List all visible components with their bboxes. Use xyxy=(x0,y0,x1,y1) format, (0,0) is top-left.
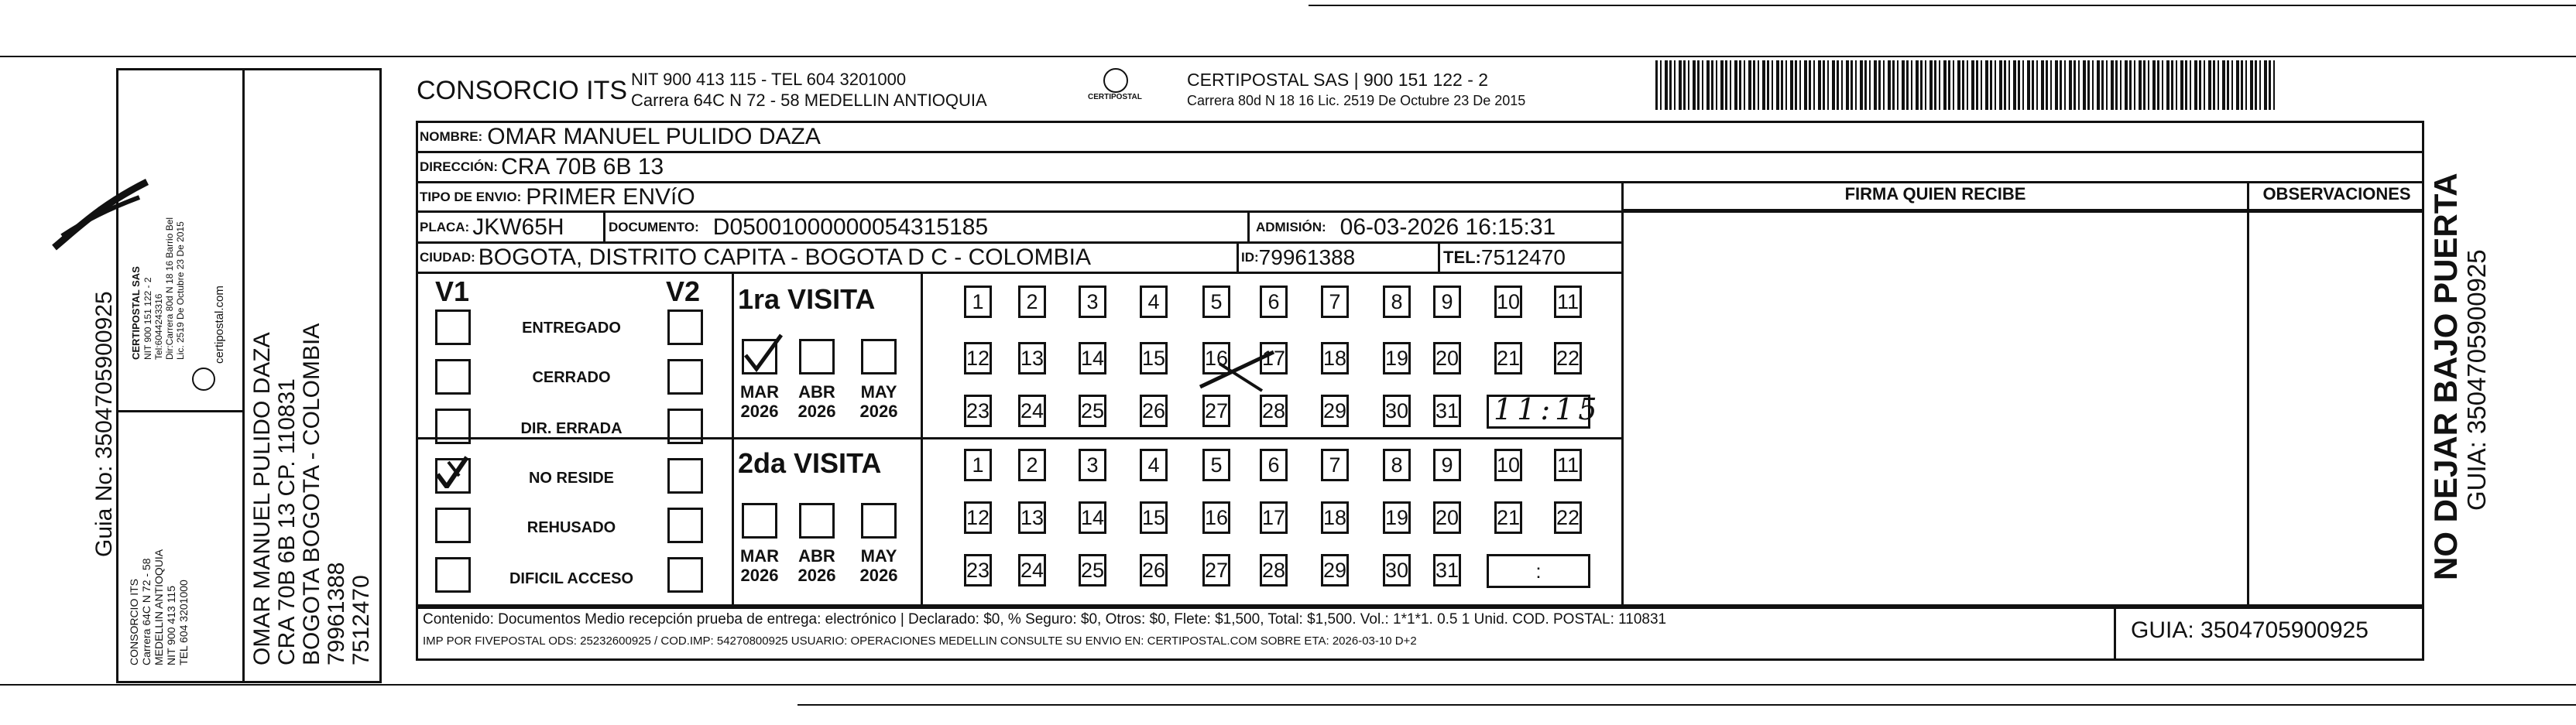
courier-address: Carrera 80d N 18 16 Lic. 2519 De Octubre 23 De 2015 xyxy=(1187,93,1526,108)
visit2-day-3[interactable]: 3 xyxy=(1079,449,1106,481)
stub-courier-line: Lic. 2519 De Octubre 23 De 2015 xyxy=(175,221,186,360)
visit1-day-20[interactable]: 20 xyxy=(1433,342,1461,374)
admision-value: 06-03-2026 16:15:31 xyxy=(1339,214,1556,240)
visit1-day-13[interactable]: 13 xyxy=(1018,342,1046,374)
visit2-day-12[interactable]: 12 xyxy=(964,501,992,534)
visit2-day-19[interactable]: 19 xyxy=(1383,501,1411,534)
firma-header: FIRMA QUIEN RECIBE xyxy=(1844,184,2026,203)
tipo-label: TIPO DE ENVIO: xyxy=(420,190,522,204)
visit1-day-16[interactable]: 16 xyxy=(1202,342,1230,374)
visit2-day-29[interactable]: 29 xyxy=(1321,554,1349,586)
visit1-day-21[interactable]: 21 xyxy=(1494,342,1522,374)
tel-divider xyxy=(1438,242,1440,272)
firma-top-border xyxy=(1621,181,2424,183)
stub-courier-line: Tel:6044243316 xyxy=(153,293,164,360)
admision-divider xyxy=(1247,211,1250,242)
stub-courier-line: Dir:Carrera 80d N 18 16 Barrio Bel xyxy=(164,217,175,360)
visit1-day-18[interactable]: 18 xyxy=(1321,342,1349,374)
visit2-time-box[interactable] xyxy=(1487,554,1590,588)
v1-checkbox-no-reside[interactable] xyxy=(435,458,471,494)
visit2-day-20[interactable]: 20 xyxy=(1433,501,1461,534)
stub-sender-line: NIT 900 413 115 xyxy=(165,585,177,665)
firma-left-border xyxy=(1621,181,1624,607)
courier-name: CERTIPOSTAL SAS | 900 151 122 - 2 xyxy=(1187,70,1489,90)
handwritten-mark xyxy=(46,174,155,259)
visit1-month-mar-box[interactable] xyxy=(742,339,777,374)
calendar-left-border xyxy=(921,272,923,607)
visit2-day-14[interactable]: 14 xyxy=(1079,501,1106,534)
barcode xyxy=(1655,60,2275,110)
recipient-stub-top xyxy=(242,68,382,70)
month-year: 2026 xyxy=(859,402,898,421)
month-name: MAY xyxy=(860,546,897,566)
direccion-value: CRA 70B 6B 13 xyxy=(501,154,664,180)
visit2-day-26[interactable]: 26 xyxy=(1140,554,1168,586)
stub-guia-number: Guia No: 3504705900925 xyxy=(91,291,117,557)
visit1-day-29[interactable]: 29 xyxy=(1321,395,1349,427)
stub-recipient-line: CRA 70B 6B 13 CP. 110831 xyxy=(274,378,300,665)
v1-label: V1 xyxy=(435,275,470,307)
ciudad-value: BOGOTA, DISTRITO CAPITA - BOGOTA D C - COLOMBIA xyxy=(478,245,1091,270)
check-mark-icon xyxy=(741,332,787,375)
reason-label: DIFICIL ACCESO xyxy=(509,570,633,587)
documento-value: D05001000000054315185 xyxy=(712,214,989,240)
obs-left-border xyxy=(2247,181,2249,607)
visit1-day-15[interactable]: 15 xyxy=(1140,342,1168,374)
visit1-day-28[interactable]: 28 xyxy=(1260,395,1288,427)
visit1-day-24[interactable]: 24 xyxy=(1018,395,1046,427)
visit2-day-6[interactable]: 6 xyxy=(1260,449,1288,481)
tel-label: TEL: xyxy=(1443,248,1481,267)
stub-courier-line: CERTIPOSTAL SAS xyxy=(130,266,142,360)
stub-recipient-line: BOGOTA BOGOTA - COLOMBIA xyxy=(299,323,324,665)
certipostal-logo-icon xyxy=(1103,68,1128,93)
v2-checkbox-dir-errada[interactable] xyxy=(667,409,703,444)
visit1-day-14[interactable]: 14 xyxy=(1079,342,1106,374)
certipostal-logo-icon xyxy=(192,368,215,391)
v2-checkbox-rehusado[interactable] xyxy=(667,508,703,543)
direccion-label: DIRECCIÓN: xyxy=(420,159,499,174)
visit2-day-28[interactable]: 28 xyxy=(1260,554,1288,586)
visit1-day-5[interactable]: 5 xyxy=(1202,286,1230,318)
visit2-day-7[interactable]: 7 xyxy=(1321,449,1349,481)
right-guia-number: GUIA: 3504705900925 xyxy=(2462,249,2491,511)
stub-sender-line: MEDELLIN ANTIOQUIA xyxy=(153,549,165,665)
placa-divider xyxy=(603,211,605,242)
visit1-day-6[interactable]: 6 xyxy=(1260,286,1288,318)
visit1-time-handwritten: 11:15 xyxy=(1494,392,1602,426)
check-mark-icon xyxy=(433,453,468,488)
visit1-day-4[interactable]: 4 xyxy=(1140,286,1168,318)
visit2-day-9[interactable]: 9 xyxy=(1433,449,1461,481)
visit1-day-3[interactable]: 3 xyxy=(1079,286,1106,318)
visit2-month-label xyxy=(856,546,902,585)
footer-guia: GUIA: 3504705900925 xyxy=(2131,617,2368,643)
visit2-day-4[interactable]: 4 xyxy=(1140,449,1168,481)
stub-sender-line: Carrera 64C N 72 - 58 xyxy=(140,558,153,665)
month-left-border xyxy=(732,272,734,607)
visit2-day-23[interactable]: 23 xyxy=(964,554,992,586)
page-edge-lower xyxy=(0,684,2576,686)
stub-mid-divider xyxy=(116,410,244,412)
sender-name: CONSORCIO ITS xyxy=(417,76,628,105)
visit2-day-15[interactable]: 15 xyxy=(1140,501,1168,534)
visit1-day-2[interactable]: 2 xyxy=(1018,286,1046,318)
visit2-day-31[interactable]: 31 xyxy=(1433,554,1461,586)
tipo-row xyxy=(420,183,695,212)
visit2-day-25[interactable]: 25 xyxy=(1079,554,1106,586)
recipient-stub-right-border xyxy=(379,68,382,682)
visit1-day-11[interactable]: 11 xyxy=(1554,286,1582,318)
visit1-title: 1ra VISITA xyxy=(738,283,876,315)
visit2-day-16[interactable]: 16 xyxy=(1202,501,1230,534)
id-label: ID: xyxy=(1241,250,1259,265)
page-edge-bottom xyxy=(797,704,2576,706)
month-name: ABR xyxy=(798,382,835,402)
visit1-day-27[interactable]: 27 xyxy=(1202,395,1230,427)
visit1-day-30[interactable]: 30 xyxy=(1383,395,1411,427)
visit1-day-8[interactable]: 8 xyxy=(1383,286,1411,318)
visit1-month-label xyxy=(736,382,783,421)
visit1-month-label xyxy=(794,382,840,421)
v1-checkbox-entregado[interactable] xyxy=(435,309,471,345)
stub-divider xyxy=(242,68,245,682)
visit2-day-18[interactable]: 18 xyxy=(1321,501,1349,534)
visit1-day-1[interactable]: 1 xyxy=(964,286,992,318)
documento-field xyxy=(609,213,988,242)
visit2-day-10[interactable]: 10 xyxy=(1494,449,1522,481)
footer-imp: IMP POR FIVEPOSTAL ODS: 25232600925 / COD.IMP: 54270800925 USUARIO: OPERACIONES MEDELLIN CONSULTE SU ENVIO EN: CERTIPOSTAL.COM SOBRE ETA: 2026-03-10 D+2 xyxy=(423,634,1417,648)
visit1-month-abr-box[interactable] xyxy=(799,339,835,374)
visit1-day-17[interactable]: 17 xyxy=(1260,342,1288,374)
logo-caption: CERTIPOSTAL xyxy=(1088,93,1142,101)
documento-label: DOCUMENTO: xyxy=(609,220,699,234)
visit1-day-31[interactable]: 31 xyxy=(1433,395,1461,427)
placa-value: JKW65H xyxy=(472,214,564,240)
v2-checkbox-dificil-acceso[interactable] xyxy=(667,557,703,593)
v1-checkbox-cerrado[interactable] xyxy=(435,359,471,395)
visit2-month-mar-box[interactable] xyxy=(742,503,777,539)
v2-checkbox-no-reside[interactable] xyxy=(667,458,703,494)
visit2-day-13[interactable]: 13 xyxy=(1018,501,1046,534)
reason-label: DIR. ERRADA xyxy=(520,420,623,437)
month-name: MAR xyxy=(739,546,780,566)
month-year: 2026 xyxy=(740,566,779,585)
visit1-month-may-box[interactable] xyxy=(861,339,897,374)
no-dejar-bajo-puerta: NO DEJAR BAJO PUERTA xyxy=(2427,173,2464,580)
placa-label: PLACA: xyxy=(420,220,470,234)
visit2-day-17[interactable]: 17 xyxy=(1260,501,1288,534)
visit2-day-24[interactable]: 24 xyxy=(1018,554,1046,586)
visit1-day-25[interactable]: 25 xyxy=(1079,395,1106,427)
month-year: 2026 xyxy=(859,566,898,585)
direccion-row xyxy=(420,152,664,182)
id-divider xyxy=(1237,242,1239,272)
nombre-value: OMAR MANUEL PULIDO DAZA xyxy=(487,124,821,149)
visit2-month-may-box[interactable] xyxy=(861,503,897,539)
visit2-day-2[interactable]: 2 xyxy=(1018,449,1046,481)
id-value: 79961388 xyxy=(1258,245,1356,269)
visit2-day-5[interactable]: 5 xyxy=(1202,449,1230,481)
visit1-day-23[interactable]: 23 xyxy=(964,395,992,427)
stub-recipient-line: 79961388 xyxy=(324,562,349,665)
visit2-day-30[interactable]: 30 xyxy=(1383,554,1411,586)
page-edge-upper xyxy=(0,56,2576,57)
footer-divider xyxy=(2114,607,2116,661)
footer-contenido: Contenido: Documentos Medio recepción prueba de entrega: electrónico | Declarado: $0, % Seguro: $0, Otros: $0, Flete: $1,500, Total: $1,500. Vol.: 1*1*1. 0.5 1 Unid. COD. POSTAL: 110831 xyxy=(423,611,1667,628)
stub-top-border xyxy=(116,68,244,70)
placa-field xyxy=(420,213,564,242)
stub-recipient-line: 7512470 xyxy=(348,575,374,665)
sender-nit: NIT 900 413 115 - TEL 604 3201000 xyxy=(631,70,907,89)
visit2-day-22[interactable]: 22 xyxy=(1554,501,1582,534)
visit2-month-abr-box[interactable] xyxy=(799,503,835,539)
stub-recipient-line: OMAR MANUEL PULIDO DAZA xyxy=(249,332,275,665)
visit2-day-8[interactable]: 8 xyxy=(1383,449,1411,481)
reason-label: CERRADO xyxy=(532,369,611,386)
month-name: MAY xyxy=(860,382,897,402)
visit1-day-26[interactable]: 26 xyxy=(1140,395,1168,427)
tel-value: 7512470 xyxy=(1480,245,1566,269)
ciudad-field xyxy=(420,243,1091,272)
v1-checkbox-rehusado[interactable] xyxy=(435,508,471,543)
admision-field xyxy=(1256,213,1556,242)
month-year: 2026 xyxy=(740,402,779,421)
nombre-label: NOMBRE: xyxy=(420,129,483,144)
id-field xyxy=(1241,243,1355,272)
recipient-stub-bottom xyxy=(242,681,382,683)
visit2-day-11[interactable]: 11 xyxy=(1554,449,1582,481)
visit1-day-10[interactable]: 10 xyxy=(1494,286,1522,318)
sender-address: Carrera 64C N 72 - 58 MEDELLIN ANTIOQUIA xyxy=(631,91,987,110)
visit1-day-9[interactable]: 9 xyxy=(1433,286,1461,318)
admision-label: ADMISIÓN: xyxy=(1256,220,1326,234)
stub-website: certipostal.com xyxy=(213,286,226,364)
visit2-day-1[interactable]: 1 xyxy=(964,449,992,481)
observaciones-header: OBSERVACIONES xyxy=(2262,184,2411,203)
visit1-month-label xyxy=(856,382,902,421)
v1-checkbox-dificil-acceso[interactable] xyxy=(435,557,471,593)
stub-courier-line: NIT 900 151 122 - 2 xyxy=(142,277,153,360)
page-edge-top xyxy=(1309,5,2576,6)
visit1-day-19[interactable]: 19 xyxy=(1383,342,1411,374)
stub-sender-line: TEL 604 3201000 xyxy=(177,580,190,665)
day-cross-mark xyxy=(1196,348,1281,395)
visit1-day-7[interactable]: 7 xyxy=(1321,286,1349,318)
stub-bottom-border xyxy=(116,681,244,683)
nombre-row xyxy=(420,122,821,152)
visit2-month-label xyxy=(794,546,840,585)
month-name: MAR xyxy=(739,382,780,402)
firma-header-underline xyxy=(1621,209,2424,211)
visit1-time-box[interactable] xyxy=(1487,392,1602,429)
v2-checkbox-entregado[interactable] xyxy=(667,309,703,345)
tipo-value: PRIMER ENVíO xyxy=(526,184,695,210)
v2-checkbox-cerrado[interactable] xyxy=(667,359,703,395)
month-year: 2026 xyxy=(797,402,836,421)
stub-sender-line: CONSORCIO ITS xyxy=(128,578,140,665)
tel-field xyxy=(1443,243,1566,272)
v2-label: V2 xyxy=(666,275,701,307)
reason-label: ENTREGADO xyxy=(522,320,621,337)
visit2-month-label xyxy=(736,546,783,585)
reason-label: NO RESIDE xyxy=(528,470,615,487)
visit2-day-21[interactable]: 21 xyxy=(1494,501,1522,534)
month-year: 2026 xyxy=(797,566,836,585)
v1-checkbox-dir-errada[interactable] xyxy=(435,409,471,444)
month-name: ABR xyxy=(798,546,835,566)
visit1-day-12[interactable]: 12 xyxy=(964,342,992,374)
visit2-time-separator: : xyxy=(1535,559,1542,583)
reason-label: REHUSADO xyxy=(527,519,616,536)
visit1-day-22[interactable]: 22 xyxy=(1554,342,1582,374)
visit2-title: 2da VISITA xyxy=(738,447,882,479)
ciudad-label: CIUDAD: xyxy=(420,250,475,265)
visit2-day-27[interactable]: 27 xyxy=(1202,554,1230,586)
